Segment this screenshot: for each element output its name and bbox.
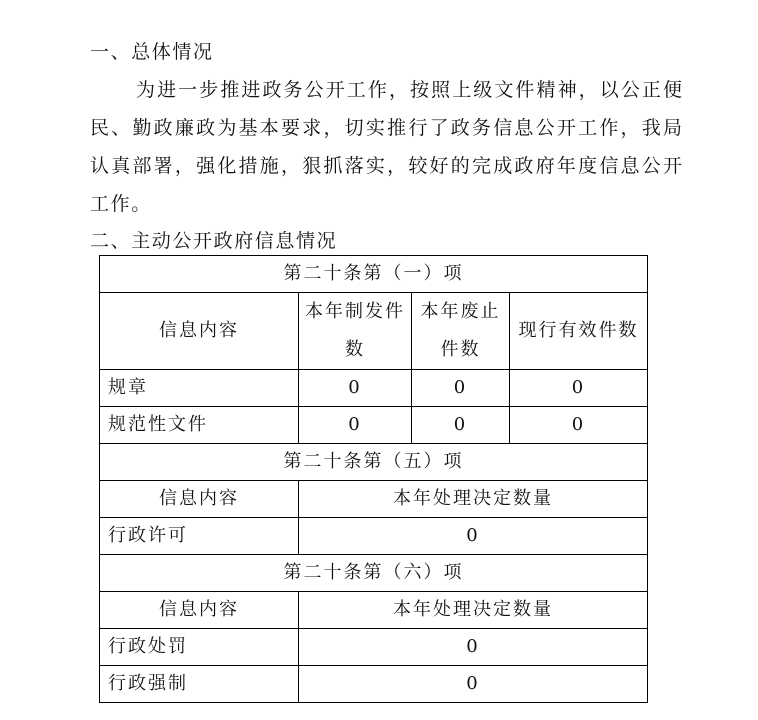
table-cell: 0 (299, 518, 648, 555)
column-header-repealed-this-year: 本年废止件数 (412, 293, 510, 370)
table-row (100, 407, 648, 444)
paragraph-line-4: 工作。 (90, 193, 152, 215)
column-header-info-content: 信息内容 (100, 592, 299, 629)
paragraph-line-2: 民、勤政廉政为基本要求，切实推行了政务信息公开工作，我局 (90, 117, 682, 139)
table-cell: 0 (299, 407, 412, 444)
table-row (100, 444, 648, 481)
row-label: 行政强制 (100, 666, 299, 703)
table-header-row (100, 592, 648, 629)
section-title-article-20-6: 第二十条第（六）项 (100, 555, 648, 592)
table-row (100, 370, 648, 407)
row-label: 行政处罚 (100, 629, 299, 666)
column-header-currently-valid: 现行有效件数 (510, 293, 648, 370)
table-cell: 0 (510, 370, 648, 407)
table-header-row (100, 293, 648, 370)
paragraph-line-3: 认真部署，强化措施，狠抓落实，较好的完成政府年度信息公开 (90, 155, 682, 177)
column-header-info-content: 信息内容 (100, 481, 299, 518)
column-header-info-content: 信息内容 (100, 293, 299, 370)
column-header-issued-this-year: 本年制发件数 (299, 293, 412, 370)
section-title-article-20-5: 第二十条第（五）项 (100, 444, 648, 481)
table-cell: 0 (299, 629, 648, 666)
table-cell: 0 (412, 407, 510, 444)
table-row (100, 666, 648, 703)
column-header-decisions-this-year: 本年处理决定数量 (299, 481, 648, 518)
table-cell: 0 (299, 370, 412, 407)
table-cell: 0 (412, 370, 510, 407)
table-header-row (100, 481, 648, 518)
table-cell: 0 (510, 407, 648, 444)
section-title-article-20-1: 第二十条第（一）项 (100, 256, 648, 293)
table-row (100, 256, 648, 293)
table-row (100, 555, 648, 592)
section-1-heading: 一、总体情况 (90, 41, 214, 63)
row-label: 规范性文件 (100, 407, 299, 444)
info-disclosure-table (99, 255, 648, 703)
column-header-decisions-this-year: 本年处理决定数量 (299, 592, 648, 629)
paragraph-line-1: 为进一步推进政务公开工作，按照上级文件精神，以公正便 (136, 79, 682, 101)
table-cell: 0 (299, 666, 648, 703)
table-row (100, 629, 648, 666)
table-row (100, 518, 648, 555)
row-label: 规章 (100, 370, 299, 407)
row-label: 行政许可 (100, 518, 299, 555)
section-2-heading: 二、主动公开政府信息情况 (90, 230, 338, 252)
